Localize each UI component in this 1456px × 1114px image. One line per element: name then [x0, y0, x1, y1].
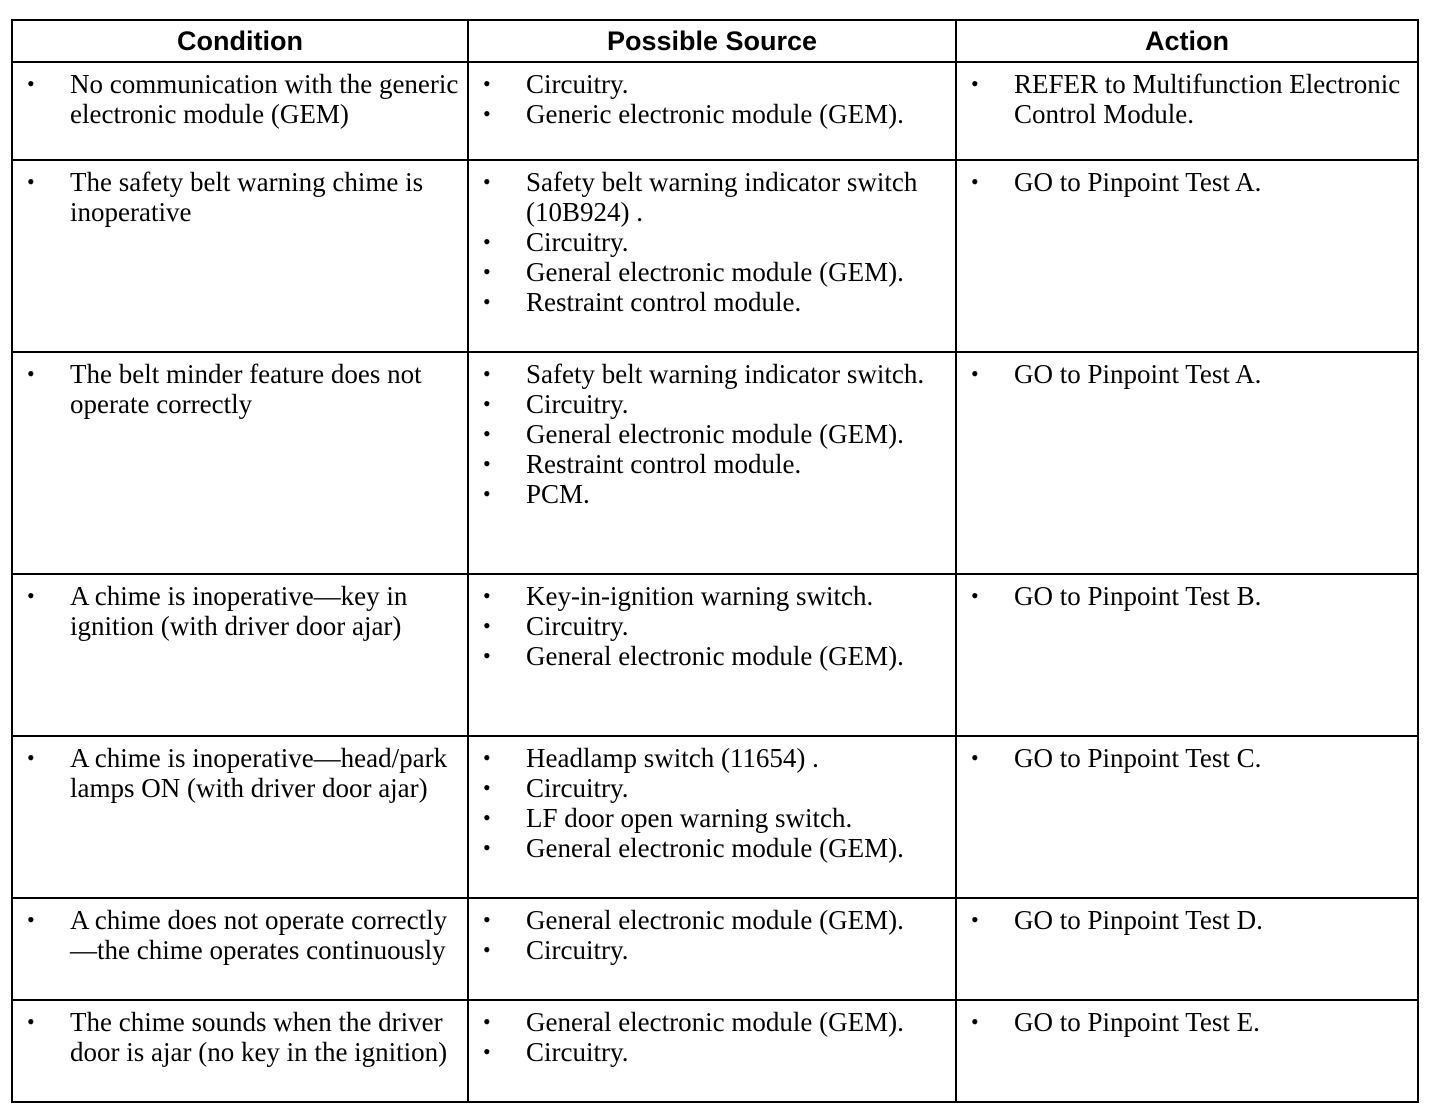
- table-row: [12, 1000, 1418, 1102]
- bullet-icon: •: [27, 907, 35, 932]
- source-text: Circuitry.: [526, 935, 629, 965]
- bullet-icon: •: [971, 745, 979, 770]
- condition-cell: [12, 352, 468, 574]
- bullet-icon: •: [483, 229, 491, 254]
- condition-text: The safety belt warning chime is inoperative: [70, 167, 424, 227]
- source-item: [483, 419, 947, 449]
- action-item: [971, 167, 1409, 197]
- action-cell: [956, 898, 1418, 1000]
- bullet-icon: •: [483, 835, 491, 860]
- bullet-icon: •: [483, 361, 491, 386]
- condition-text: A chime is inoperative—head/park lamps ON (with driver door ajar): [70, 743, 448, 803]
- bullet-icon: •: [27, 71, 35, 96]
- bullet-icon: •: [971, 71, 979, 96]
- source-item: [483, 935, 947, 965]
- action-text: GO to Pinpoint Test E.: [1014, 1007, 1260, 1037]
- bullet-icon: •: [971, 361, 979, 386]
- bullet-icon: •: [483, 101, 491, 126]
- source-item: [483, 69, 947, 99]
- header-condition: Condition: [12, 20, 468, 62]
- source-item: [483, 905, 947, 935]
- bullet-icon: •: [483, 643, 491, 668]
- bullet-icon: •: [483, 583, 491, 608]
- bullet-icon: •: [971, 583, 979, 608]
- bullet-icon: •: [483, 391, 491, 416]
- bullet-icon: •: [483, 169, 491, 194]
- bullet-icon: •: [971, 907, 979, 932]
- source-item: [483, 99, 947, 129]
- bullet-icon: •: [27, 169, 35, 194]
- action-cell: [956, 736, 1418, 898]
- source-text: Key-in-ignition warning switch.: [526, 581, 874, 611]
- action-text: GO to Pinpoint Test C.: [1014, 743, 1262, 773]
- table-row: [12, 160, 1418, 352]
- source-item: [483, 389, 947, 419]
- source-text: Circuitry.: [526, 69, 629, 99]
- condition-text: A chime does not operate correctly—the chime operates continuously: [70, 905, 448, 965]
- bullet-icon: •: [483, 421, 491, 446]
- source-cell: [468, 898, 956, 1000]
- action-cell: [956, 352, 1418, 574]
- bullet-icon: •: [483, 481, 491, 506]
- source-text: General electronic module (GEM).: [526, 641, 904, 671]
- action-cell: [956, 574, 1418, 736]
- source-text: General electronic module (GEM).: [526, 419, 904, 449]
- source-item: [483, 641, 947, 671]
- source-cell: [468, 574, 956, 736]
- condition-item: [27, 743, 459, 803]
- bullet-icon: •: [483, 745, 491, 770]
- source-item: [483, 227, 947, 257]
- bullet-icon: •: [27, 745, 35, 770]
- symptom-chart-table: [11, 19, 1419, 1103]
- bullet-icon: •: [483, 1039, 491, 1064]
- bullet-icon: •: [971, 169, 979, 194]
- source-text: Safety belt warning indicator switch (10B924) .: [526, 167, 918, 227]
- condition-cell: [12, 898, 468, 1000]
- table-row: [12, 736, 1418, 898]
- source-text: General electronic module (GEM).: [526, 833, 904, 863]
- source-text: Circuitry.: [526, 611, 629, 641]
- source-item: [483, 287, 947, 317]
- condition-cell: [12, 1000, 468, 1102]
- source-cell: [468, 352, 956, 574]
- bullet-icon: •: [971, 1009, 979, 1034]
- source-item: [483, 773, 947, 803]
- action-item: [971, 359, 1409, 389]
- source-item: [483, 479, 947, 509]
- bullet-icon: •: [483, 1009, 491, 1034]
- source-item: [483, 359, 947, 389]
- action-item: [971, 743, 1409, 773]
- source-text: Circuitry.: [526, 1037, 629, 1067]
- condition-text: No communication with the generic electronic module (GEM): [70, 69, 459, 129]
- header-action: Action: [956, 20, 1418, 62]
- action-text: GO to Pinpoint Test D.: [1014, 905, 1263, 935]
- action-cell: [956, 62, 1418, 160]
- bullet-icon: •: [483, 259, 491, 284]
- source-item: [483, 803, 947, 833]
- action-cell: [956, 160, 1418, 352]
- source-cell: [468, 736, 956, 898]
- condition-cell: [12, 574, 468, 736]
- source-item: [483, 257, 947, 287]
- condition-cell: [12, 62, 468, 160]
- source-cell: [468, 160, 956, 352]
- source-text: Generic electronic module (GEM).: [526, 99, 904, 129]
- bullet-icon: •: [483, 289, 491, 314]
- action-text: GO to Pinpoint Test A.: [1014, 359, 1262, 389]
- bullet-icon: •: [483, 775, 491, 800]
- action-item: [971, 905, 1409, 935]
- bullet-icon: •: [27, 583, 35, 608]
- table-row: [12, 574, 1418, 736]
- action-item: [971, 1007, 1409, 1037]
- action-text: GO to Pinpoint Test B.: [1014, 581, 1262, 611]
- condition-text: A chime is inoperative—key in ignition (with driver door ajar): [70, 581, 408, 641]
- header-row: [12, 20, 1418, 62]
- condition-item: [27, 581, 459, 641]
- source-text: General electronic module (GEM).: [526, 1007, 904, 1037]
- source-item: [483, 449, 947, 479]
- action-item: [971, 69, 1409, 129]
- source-text: Restraint control module.: [526, 287, 802, 317]
- action-cell: [956, 1000, 1418, 1102]
- bullet-icon: •: [27, 361, 35, 386]
- condition-item: [27, 905, 459, 965]
- source-text: Circuitry.: [526, 773, 629, 803]
- source-item: [483, 833, 947, 863]
- table-row: [12, 898, 1418, 1000]
- action-text: REFER to Multifunction Electronic Control Module.: [1014, 69, 1401, 129]
- action-item: [971, 581, 1409, 611]
- condition-item: [27, 1007, 459, 1067]
- source-item: [483, 743, 947, 773]
- source-cell: [468, 62, 956, 160]
- source-item: [483, 611, 947, 641]
- source-text: Circuitry.: [526, 389, 629, 419]
- source-text: LF door open warning switch.: [526, 803, 853, 833]
- source-text: Circuitry.: [526, 227, 629, 257]
- source-item: [483, 167, 947, 227]
- bullet-icon: •: [483, 613, 491, 638]
- condition-text: The belt minder feature does not operate correctly: [70, 359, 422, 419]
- source-text: PCM.: [526, 479, 590, 509]
- condition-item: [27, 167, 459, 227]
- source-item: [483, 1007, 947, 1037]
- condition-cell: [12, 736, 468, 898]
- bullet-icon: •: [483, 805, 491, 830]
- source-text: General electronic module (GEM).: [526, 257, 904, 287]
- bullet-icon: •: [483, 71, 491, 96]
- source-text: Safety belt warning indicator switch.: [526, 359, 925, 389]
- bullet-icon: •: [483, 937, 491, 962]
- source-text: Headlamp switch (11654) .: [526, 743, 819, 773]
- table-row: [12, 352, 1418, 574]
- source-cell: [468, 1000, 956, 1102]
- bullet-icon: •: [483, 907, 491, 932]
- header-possible-source: Possible Source: [468, 20, 956, 62]
- table-row: [12, 62, 1418, 160]
- condition-text: The chime sounds when the driver door is ajar (no key in the ignition): [70, 1007, 448, 1067]
- source-item: [483, 581, 947, 611]
- source-text: General electronic module (GEM).: [526, 905, 904, 935]
- condition-item: [27, 359, 459, 419]
- diagnostic-table-container: [11, 19, 1417, 1103]
- source-item: [483, 1037, 947, 1067]
- source-text: Restraint control module.: [526, 449, 802, 479]
- action-text: GO to Pinpoint Test A.: [1014, 167, 1262, 197]
- condition-item: [27, 69, 459, 129]
- bullet-icon: •: [27, 1009, 35, 1034]
- bullet-icon: •: [483, 451, 491, 476]
- condition-cell: [12, 160, 468, 352]
